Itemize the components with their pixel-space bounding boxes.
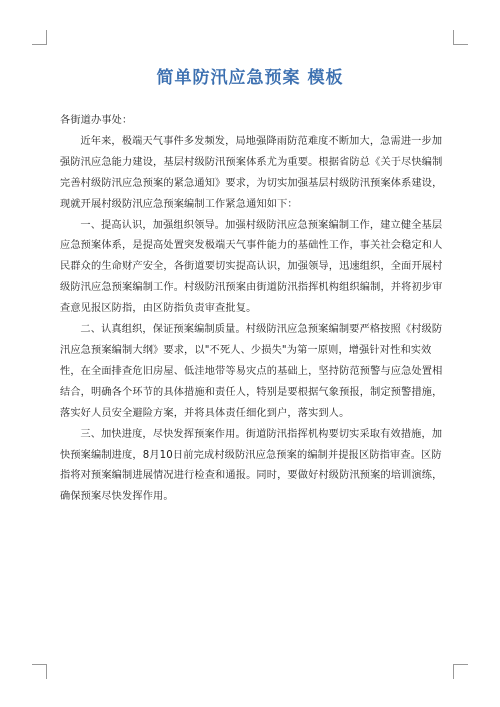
paragraph-section-1: 一、提高认识，加强组织领导。加强村级防汛应急预案编制工作，建立健全基层应急预案体系，是提高处置突发极端天气事件能力的基础性工作，事关社会稳定和人民群众的生命财产安全，各街道要切实提高认识，加强领导，迅速组织，全面开展村级防汛应急预案编制工作。村级防汛预案由街道防汛指挥机构组织编制，并将初步审查意见报区防指，由区防指负责审查批复。 <box>60 219 443 315</box>
document-title: 简单防汛应急预案 模板 <box>156 68 344 88</box>
crop-mark-top-left <box>32 30 47 45</box>
crop-mark-bottom-left <box>32 664 47 679</box>
crop-mark-top-right <box>453 30 468 45</box>
crop-mark-bottom-right <box>453 664 468 679</box>
document-body <box>60 111 447 508</box>
salutation: 各街道办事处： <box>60 115 133 126</box>
paragraph-intro: 近年来，极端天气事件多发频发，局地强降雨防范难度不断加大，急需进一步加强防汛应急能力建设，基层村级防汛预案体系尤为重要。根据省防总《关于尽快编制完善村级防汛应急预案的紧急通知》要求，为切实加强基层村级防汛预案体系建设，现就开展村级防汛应急预案编制工作紧急通知如下： <box>60 135 443 210</box>
paragraph-section-2: 二、认真组织，保证预案编制质量。村级防汛应急预案编制要严格按照《村级防汛应急预案编制大纲》要求，以"不死人、少损失"为第一原则，增强针对性和实效性，在全面排查危旧房屋、低洼地带等易灾点的基础上，坚持防范预警与应急处置相结合，明确各个环节的具体措施和责任人，特别是要根据气象预报，制定预警措施，落实好人员安全避险方案，并将具体责任细化到户，落实到人。 <box>60 324 443 419</box>
paragraph-section-3: 三、加快进度，尽快发挥预案作用。街道防汛指挥机构要切实采取有效措施，加快预案编制进度，8月10日前完成村级防汛应急预案的编制并提报区防指审查。区防指将对预案编制进展情况进行检查和通报。同时，要做好村级防汛预案的培训演练，确保预案尽快发挥作用。 <box>60 428 443 503</box>
